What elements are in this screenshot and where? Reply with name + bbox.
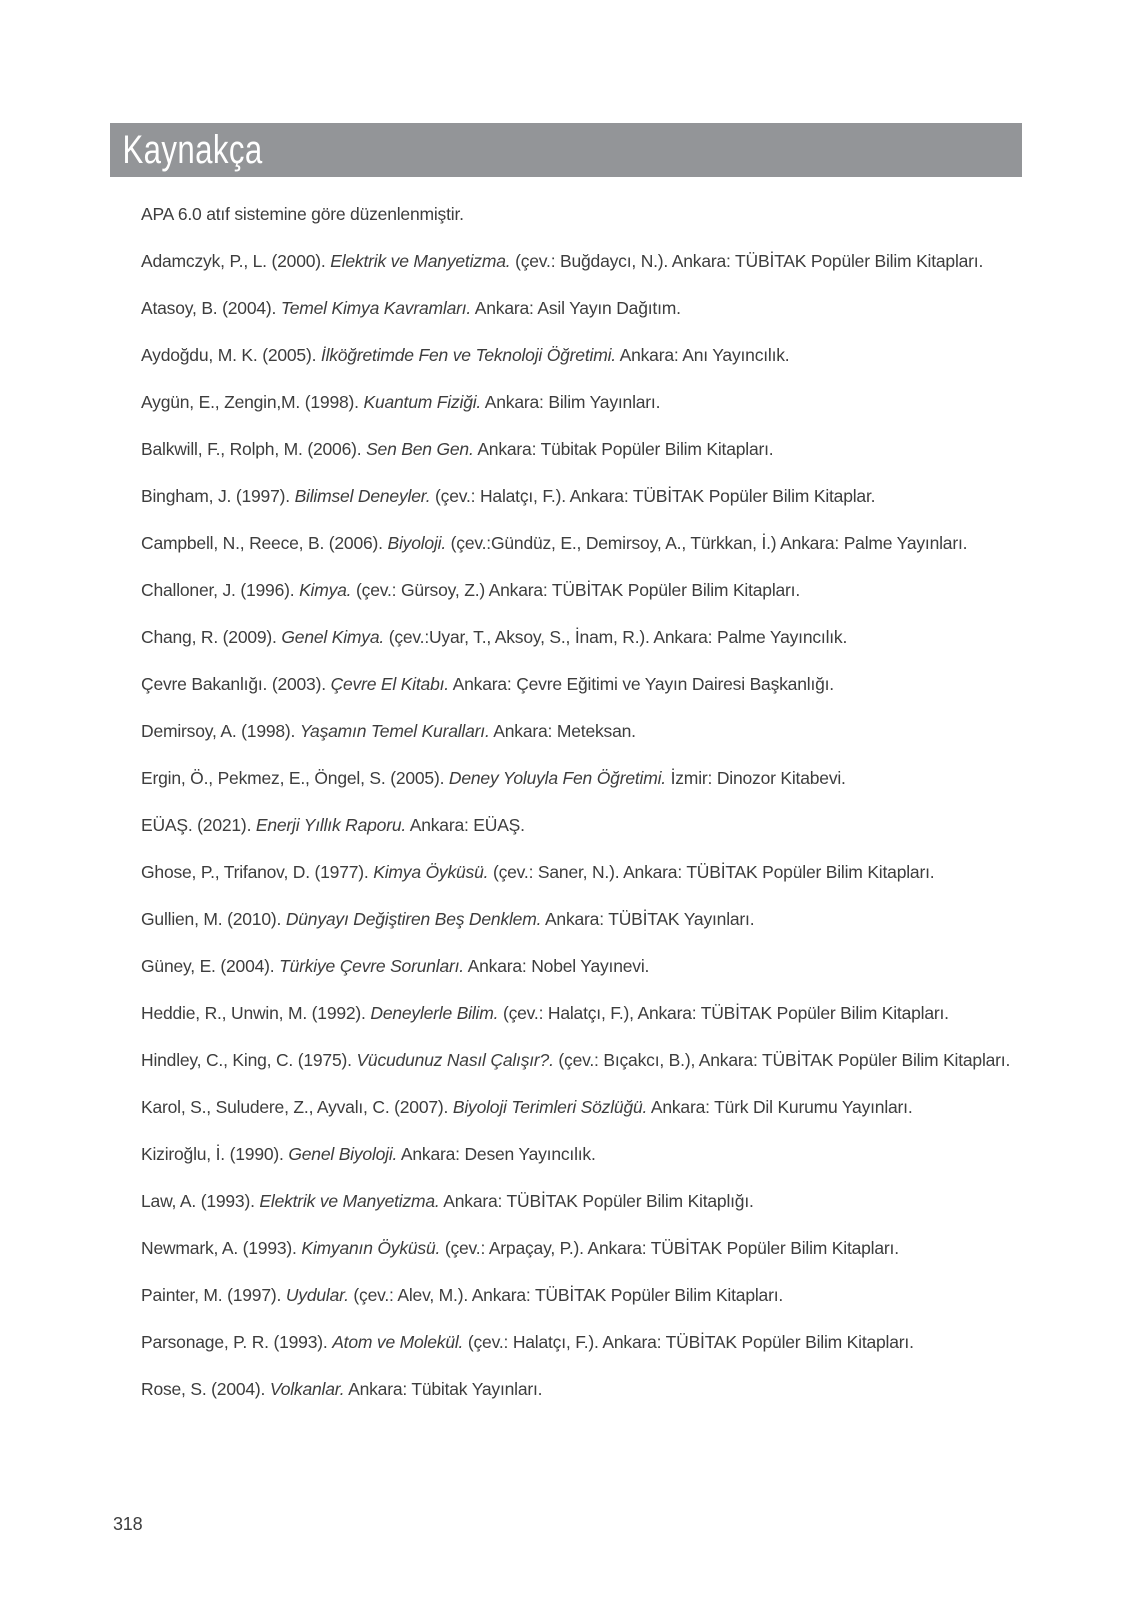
reference-title: Enerji Yıllık Raporu. xyxy=(255,815,407,835)
reference-item xyxy=(113,1234,1020,1262)
reference-publisher: Ankara: Asil Yayın Dağıtım. xyxy=(471,298,681,318)
reference-publisher: (çev.: Halatçı, F.), Ankara: TÜBİTAK Popüler Bilim Kitapları. xyxy=(498,1003,949,1023)
reference-title: Atom ve Molekül. xyxy=(332,1332,464,1352)
reference-item xyxy=(113,435,1020,463)
reference-item xyxy=(113,341,1020,369)
reference-publisher: İzmir: Dinozor Kitabevi. xyxy=(665,768,846,788)
reference-title: Kuantum Fiziği. xyxy=(363,392,482,412)
reference-title: Bilimsel Deneyler. xyxy=(294,486,431,506)
reference-title: Yaşamın Temel Kuralları. xyxy=(299,721,490,741)
reference-publisher: Ankara: Meteksan. xyxy=(489,721,636,741)
reference-publisher: Ankara: Tübitak Yayınları. xyxy=(344,1379,543,1399)
reference-authors-year: Güney, E. (2004). xyxy=(141,956,280,976)
reference-publisher: Ankara: Tübitak Popüler Bilim Kitapları. xyxy=(473,439,774,459)
page-number: 318 xyxy=(113,1514,143,1534)
reference-item xyxy=(113,1046,1020,1074)
reference-item xyxy=(113,717,1020,745)
reference-item xyxy=(113,764,1020,792)
reference-publisher: Ankara: TÜBİTAK Yayınları. xyxy=(541,909,755,929)
reference-publisher: Ankara: Bilim Yayınları. xyxy=(481,392,661,412)
reference-title: Türkiye Çevre Sorunları. xyxy=(279,956,464,976)
reference-publisher: Ankara: Çevre Eğitimi ve Yayın Dairesi Başkanlığı. xyxy=(448,674,834,694)
reference-authors-year: Kiziroğlu, İ. (1990). xyxy=(141,1144,289,1164)
reference-publisher: Ankara: Anı Yayıncılık. xyxy=(615,345,790,365)
reference-publisher: (çev.: Buğdaycı, N.). Ankara: TÜBİTAK Popüler Bilim Kitapları. xyxy=(510,251,984,271)
reference-publisher: Ankara: Türk Dil Kurumu Yayınları. xyxy=(647,1097,913,1117)
reference-title: Sen Ben Gen. xyxy=(366,439,474,459)
reference-authors-year: Aydoğdu, M. K. (2005). xyxy=(141,345,321,365)
reference-authors-year: Balkwill, F., Rolph, M. (2006). xyxy=(141,439,367,459)
reference-title: Deneylerle Bilim. xyxy=(370,1003,499,1023)
reference-authors-year: Parsonage, P. R. (1993). xyxy=(141,1332,333,1352)
reference-item xyxy=(113,576,1020,604)
reference-authors-year: Adamczyk, P., L. (2000). xyxy=(141,251,331,271)
reference-authors-year: Demirsoy, A. (1998). xyxy=(141,721,300,741)
reference-authors-year: Chang, R. (2009). xyxy=(141,627,282,647)
reference-authors-year: Atasoy, B. (2004). xyxy=(141,298,281,318)
reference-title: İlköğretimde Fen ve Teknoloji Öğretimi. xyxy=(320,345,616,365)
reference-authors-year: Karol, S., Suludere, Z., Ayvalı, C. (2007). xyxy=(141,1097,453,1117)
reference-item xyxy=(113,1375,1020,1403)
reference-item xyxy=(113,999,1020,1027)
reference-item xyxy=(113,1187,1020,1215)
reference-title: Vücudunuz Nasıl Çalışır?. xyxy=(356,1050,554,1070)
reference-title: Biyoloji Terimleri Sözlüğü. xyxy=(452,1097,648,1117)
reference-title: Genel Biyoloji. xyxy=(288,1144,398,1164)
reference-authors-year: EÜAŞ. (2021). xyxy=(141,815,256,835)
reference-publisher: (çev.: Alev, M.). Ankara: TÜBİTAK Popüler Bilim Kitapları. xyxy=(348,1285,784,1305)
reference-publisher: (çev.: Halatçı, F.). Ankara: TÜBİTAK Popüler Bilim Kitapları. xyxy=(463,1332,914,1352)
reference-publisher: (çev.: Saner, N.). Ankara: TÜBİTAK Popüler Bilim Kitapları. xyxy=(488,862,935,882)
reference-publisher: (çev.: Gürsoy, Z.) Ankara: TÜBİTAK Popüler Bilim Kitapları. xyxy=(351,580,801,600)
reference-publisher: (çev.: Arpaçay, P.). Ankara: TÜBİTAK Popüler Bilim Kitapları. xyxy=(440,1238,899,1258)
apa-note: APA 6.0 atıf sistemine göre düzenlenmiştir. xyxy=(141,204,464,224)
reference-title: Kimya. xyxy=(299,580,352,600)
reference-authors-year: Ergin, Ö., Pekmez, E., Öngel, S. (2005). xyxy=(141,768,449,788)
reference-title: Deney Yoluyla Fen Öğretimi. xyxy=(448,768,666,788)
reference-authors-year: Challoner, J. (1996). xyxy=(141,580,300,600)
reference-item xyxy=(113,905,1020,933)
reference-title: Elektrik ve Manyetizma. xyxy=(330,251,511,271)
reference-publisher: (çev.:Gündüz, E., Demirsoy, A., Türkkan, İ.) Ankara: Palme Yayınları. xyxy=(446,533,968,553)
reference-authors-year: Hindley, C., King, C. (1975). xyxy=(141,1050,357,1070)
reference-authors-year: Heddie, R., Unwin, M. (1992). xyxy=(141,1003,371,1023)
reference-item xyxy=(113,482,1020,510)
page-title: Kaynakça xyxy=(122,128,263,172)
reference-item xyxy=(113,952,1020,980)
reference-item xyxy=(113,1281,1020,1309)
reference-list xyxy=(113,200,1020,1422)
reference-publisher: Ankara: Nobel Yayınevi. xyxy=(463,956,650,976)
reference-publisher: Ankara: Desen Yayıncılık. xyxy=(397,1144,596,1164)
reference-item xyxy=(113,388,1020,416)
reference-title: Volkanlar. xyxy=(269,1379,345,1399)
reference-title: Çevre El Kitabı. xyxy=(330,674,449,694)
reference-item xyxy=(113,1093,1020,1121)
reference-item xyxy=(113,1328,1020,1356)
reference-item xyxy=(113,529,1020,557)
references-container xyxy=(113,247,1020,1403)
reference-item xyxy=(113,670,1020,698)
reference-item xyxy=(113,294,1020,322)
reference-authors-year: Painter, M. (1997). xyxy=(141,1285,286,1305)
reference-title: Kimya Öyküsü. xyxy=(373,862,489,882)
reference-authors-year: Bingham, J. (1997). xyxy=(141,486,295,506)
reference-publisher: (çev.: Halatçı, F.). Ankara: TÜBİTAK Popüler Bilim Kitaplar. xyxy=(430,486,876,506)
reference-publisher: (çev.:Uyar, T., Aksoy, S., İnam, R.). Ankara: Palme Yayıncılık. xyxy=(384,627,848,647)
reference-authors-year: Newmark, A. (1993). xyxy=(141,1238,302,1258)
reference-authors-year: Campbell, N., Reece, B. (2006). xyxy=(141,533,388,553)
reference-title: Dünyayı Değiştiren Beş Denklem. xyxy=(285,909,542,929)
reference-authors-year: Aygün, E., Zengin,M. (1998). xyxy=(141,392,364,412)
reference-authors-year: Gullien, M. (2010). xyxy=(141,909,286,929)
reference-publisher: Ankara: TÜBİTAK Popüler Bilim Kitaplığı. xyxy=(439,1191,754,1211)
reference-title: Elektrik ve Manyetizma. xyxy=(259,1191,440,1211)
reference-publisher: (çev.: Bıçakcı, B.), Ankara: TÜBİTAK Popüler Bilim Kitapları. xyxy=(553,1050,1011,1070)
section-header-bar xyxy=(110,123,1022,177)
reference-authors-year: Law, A. (1993). xyxy=(141,1191,260,1211)
reference-item xyxy=(113,858,1020,886)
reference-title: Temel Kimya Kavramları. xyxy=(280,298,472,318)
reference-item xyxy=(113,623,1020,651)
reference-authors-year: Rose, S. (2004). xyxy=(141,1379,270,1399)
reference-title: Kimyanın Öyküsü. xyxy=(301,1238,441,1258)
reference-item xyxy=(113,247,1020,275)
reference-publisher: Ankara: EÜAŞ. xyxy=(406,815,525,835)
reference-title: Uydular. xyxy=(285,1285,349,1305)
reference-authors-year: Ghose, P., Trifanov, D. (1977). xyxy=(141,862,374,882)
reference-item xyxy=(113,811,1020,839)
reference-title: Genel Kimya. xyxy=(281,627,385,647)
reference-title: Biyoloji. xyxy=(387,533,447,553)
reference-authors-year: Çevre Bakanlığı. (2003). xyxy=(141,674,331,694)
reference-item xyxy=(113,1140,1020,1168)
